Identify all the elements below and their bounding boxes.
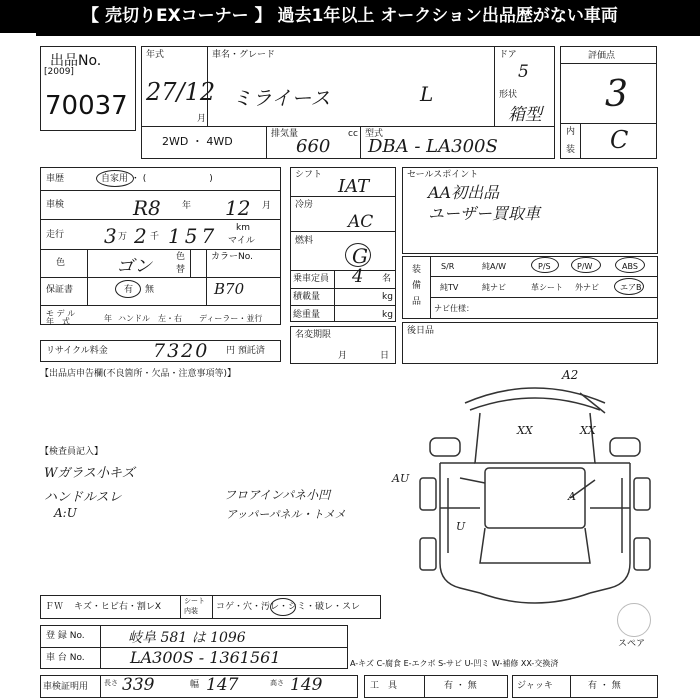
- fuel-circle-mark: [345, 243, 371, 267]
- divider: [266, 126, 267, 159]
- recycle-value: 7320: [153, 340, 210, 362]
- diagram-mark-u: U: [456, 520, 466, 533]
- drive-label: 2WD ・ 4WD: [162, 135, 233, 148]
- chassis-label: 車 台 No.: [46, 653, 85, 663]
- right-rear-wheel: [634, 538, 650, 570]
- shape-value: 箱型: [508, 105, 542, 125]
- equip-airbag: エアB: [620, 283, 642, 292]
- lot-number-label: 出品No.: [50, 53, 102, 69]
- lot-small-code: [2009]: [44, 67, 74, 77]
- warranty-yes: 有: [124, 285, 134, 295]
- registration-label: 登 録 No.: [46, 631, 85, 641]
- equipment-label-3: 品: [412, 297, 422, 307]
- load-label: 積載量: [293, 292, 321, 302]
- inspector-note-4: フロアインパネ小凹: [224, 488, 331, 502]
- damage-legend: A-キズ C-腐食 E-エクボ S-サビ U-凹ミ W-補修 XX-交換済: [350, 659, 559, 668]
- divider: [334, 270, 335, 322]
- divider: [141, 126, 555, 127]
- divider: [206, 249, 207, 305]
- model-year-label-bottom: 年 式: [46, 317, 70, 326]
- fw-label: ＦＷ: [45, 602, 64, 612]
- divider: [570, 675, 571, 698]
- shift-label: シフト: [295, 170, 323, 180]
- equip-sunroof: S/R: [441, 262, 455, 271]
- seat-label-bottom: 内装: [184, 607, 198, 615]
- abs-circle-mark: [615, 257, 645, 273]
- grade-value: L: [420, 82, 434, 106]
- divider: [87, 249, 88, 305]
- declaration-label: 【出品店申告欄(不良箇所・欠品・注意事項等)】: [40, 369, 237, 379]
- front-bumper-inner-line: [470, 398, 600, 410]
- equip-leather-seat: 革シート: [531, 283, 563, 292]
- warranty-no: 無: [145, 285, 155, 295]
- inspection-month: 12: [225, 196, 251, 220]
- divider: [212, 595, 213, 619]
- fuel-label: 燃料: [295, 236, 314, 246]
- displacement-value: 660: [296, 136, 331, 157]
- divider: [40, 249, 281, 250]
- equip-alloy-wheel: 純A/W: [482, 262, 507, 271]
- tools-label: 工 具: [370, 681, 398, 691]
- color-label: 色: [56, 258, 66, 268]
- width-label: 幅: [190, 680, 200, 690]
- inspection-year: R8: [133, 196, 161, 220]
- capacity-value: 4: [352, 266, 364, 287]
- lot-number: 70037: [45, 91, 128, 121]
- weight-label: 総重量: [293, 310, 321, 320]
- left-rear-wheel: [420, 538, 436, 570]
- model-year-unit: 年: [104, 314, 112, 323]
- handle-side: ハンドル 左・右: [118, 314, 182, 323]
- equip-tv: 純TV: [440, 283, 459, 292]
- mile-unit: マイル: [228, 236, 255, 246]
- divider: [560, 63, 657, 64]
- right-front-wheel: [634, 478, 650, 510]
- year-month-unit: 月: [197, 114, 207, 124]
- jack-value: 有 ・ 無: [588, 681, 621, 691]
- divider: [40, 305, 281, 306]
- diagram-mark-a: A: [568, 490, 576, 503]
- registration-value: 岐阜 581 は 1096: [128, 630, 246, 646]
- capacity-label: 乗車定員: [293, 274, 330, 284]
- fw-text: キズ・ヒビ右・割レX: [74, 602, 161, 612]
- jack-label: ジャッキ: [517, 681, 553, 691]
- cooling-label: 冷房: [295, 200, 314, 210]
- model-label: 型式: [365, 129, 384, 139]
- divider: [430, 297, 658, 298]
- color-number-value: B70: [214, 280, 245, 298]
- left-mirror-outline: [430, 438, 460, 456]
- divider: [580, 123, 581, 159]
- later-items-box: [402, 322, 658, 364]
- equip-external-navi: 外ナビ: [575, 283, 599, 292]
- mileage-man-unit: 万: [118, 232, 128, 242]
- height-value: 149: [290, 675, 323, 695]
- weight-unit: kg: [382, 310, 393, 320]
- inspector-label: 【検査員記入】: [40, 447, 104, 457]
- certificate-label: 車検証明用: [43, 682, 89, 692]
- divider: [100, 675, 101, 698]
- cooling-value: AC: [348, 212, 374, 232]
- mileage-sen: 2: [134, 224, 147, 248]
- mileage-rest: 157: [168, 224, 219, 248]
- inspector-note-2: ハンドルスレ: [44, 490, 122, 505]
- equip-abs: ABS: [622, 262, 638, 271]
- rating-value: 3: [605, 74, 628, 115]
- color-change-bottom: 替: [176, 265, 186, 275]
- dealer-type: ディーラー・並行: [199, 314, 263, 323]
- damage-arrow-a2: [580, 393, 605, 413]
- seat-label-top: シート: [184, 597, 205, 605]
- divider: [494, 46, 495, 126]
- interior-label-bottom: 装: [566, 145, 576, 155]
- shift-value: IAT: [338, 176, 370, 197]
- right-body-line: [590, 463, 630, 593]
- right-mirror-outline: [610, 438, 640, 456]
- interior-value: C: [610, 126, 629, 154]
- airbag-circle-mark: [614, 278, 644, 295]
- inspection-month-unit: 月: [262, 201, 272, 211]
- transfer-month: 月: [338, 351, 348, 361]
- mileage-label: 走行: [46, 230, 65, 240]
- sales-point-label: セールスポイント: [407, 170, 479, 180]
- ps-circle-mark: [531, 257, 559, 273]
- sales-point-line2: ユーザー買取車: [428, 204, 541, 223]
- navi-spec-label: ナビ仕様：: [434, 304, 474, 313]
- rear-window-outline: [480, 528, 590, 563]
- inspector-note-3: A:U: [54, 506, 77, 520]
- sales-point-line1: AA初出品: [428, 183, 500, 202]
- equipment-label-2: 備: [412, 281, 422, 291]
- width-value: 147: [206, 675, 239, 695]
- diagram-mark-a2: A2: [562, 368, 579, 382]
- equipment-label-1: 装: [412, 265, 422, 275]
- transfer-label: 名変期限: [295, 330, 332, 340]
- shape-label: 形状: [499, 90, 518, 100]
- year-value: 27/12: [146, 78, 216, 106]
- inspection-label: 車検: [46, 200, 65, 210]
- seat-text: コゲ・穴・汚レ・シミ・破レ・スレ: [216, 602, 361, 612]
- mileage-sen-unit: 千: [150, 232, 160, 242]
- pw-circle-mark: [571, 257, 601, 273]
- history-circle-mark: [96, 170, 134, 187]
- divider: [424, 675, 425, 698]
- tools-value: 有 ・ 無: [444, 681, 477, 691]
- divider: [560, 123, 657, 124]
- damage-arrow-au: [460, 478, 485, 483]
- divider: [430, 256, 431, 319]
- spare-label: スペア: [618, 639, 646, 649]
- hood-outline: [475, 413, 595, 463]
- divider: [40, 190, 281, 191]
- length-value: 339: [122, 675, 155, 695]
- inspector-note-5: アッパーパネル・トメメ: [226, 508, 346, 521]
- car-name-value: ミライース: [232, 86, 331, 110]
- equip-navi: 純ナビ: [482, 283, 506, 292]
- divider: [180, 595, 181, 619]
- later-items-label: 後日品: [407, 326, 435, 336]
- recycle-label: リサイクル料金: [46, 346, 108, 356]
- length-label: 長さ: [104, 679, 118, 687]
- chassis-value: LA300S - 1361561: [130, 648, 281, 667]
- fuel-value: G: [352, 244, 368, 268]
- door-value: 5: [518, 62, 529, 82]
- km-unit: km: [236, 223, 250, 233]
- rating-label: 評価点: [588, 51, 616, 61]
- diagram-mark-au: AU: [392, 472, 410, 485]
- left-front-wheel: [420, 478, 436, 510]
- inspection-year-unit: 年: [182, 201, 192, 211]
- divider: [290, 270, 396, 271]
- interior-label-top: 内: [566, 127, 576, 137]
- transfer-day: 日: [380, 351, 390, 361]
- cc-unit: cc: [348, 129, 358, 139]
- spare-tire-icon: [617, 603, 651, 637]
- car-name-label: 車名・グレード: [212, 50, 276, 60]
- divider: [100, 625, 101, 669]
- divider: [290, 288, 396, 289]
- equip-power-window: P/W: [577, 262, 593, 271]
- divider: [40, 277, 281, 278]
- divider: [290, 305, 396, 306]
- stain-circle-mark: [270, 598, 296, 616]
- model-value: DBA - LA300S: [368, 136, 498, 157]
- warranty-circle-mark: [115, 280, 141, 298]
- banner-underline: [36, 33, 700, 36]
- capacity-unit: 名: [382, 274, 392, 284]
- history-label: 車歴: [46, 174, 65, 184]
- displacement-label: 排気量: [271, 129, 299, 139]
- equip-power-steering: P/S: [538, 262, 551, 271]
- mileage-man: 3: [104, 224, 117, 248]
- divider: [430, 276, 658, 277]
- rear-bumper-line: [480, 593, 590, 603]
- recycle-unit: 円 預託済: [226, 346, 265, 356]
- car-damage-diagram: [400, 368, 670, 618]
- divider: [190, 249, 191, 277]
- color-number-label: カラーNo.: [211, 252, 253, 262]
- door-label: ドア: [499, 50, 517, 60]
- divider: [360, 126, 361, 159]
- color-value: ゴン: [116, 256, 152, 277]
- load-unit: kg: [382, 292, 393, 302]
- height-label: 高さ: [270, 679, 284, 687]
- model-year-label-top: モ デ ル: [46, 309, 76, 318]
- inspector-note-1: Wガラス小キズ: [44, 466, 135, 481]
- diagram-mark-xx-2: XX: [580, 424, 596, 437]
- warranty-label: 保証書: [46, 285, 74, 295]
- history-value: 自家用 ・ ( ): [101, 174, 213, 184]
- auction-banner: 【 売切りEXコーナー 】 過去1年以上 オークション出品歴がない車両: [0, 0, 700, 33]
- color-change-top: 色: [176, 252, 186, 262]
- diagram-mark-xx-1: XX: [517, 424, 533, 437]
- divider: [290, 231, 396, 232]
- year-label: 年式: [146, 50, 165, 60]
